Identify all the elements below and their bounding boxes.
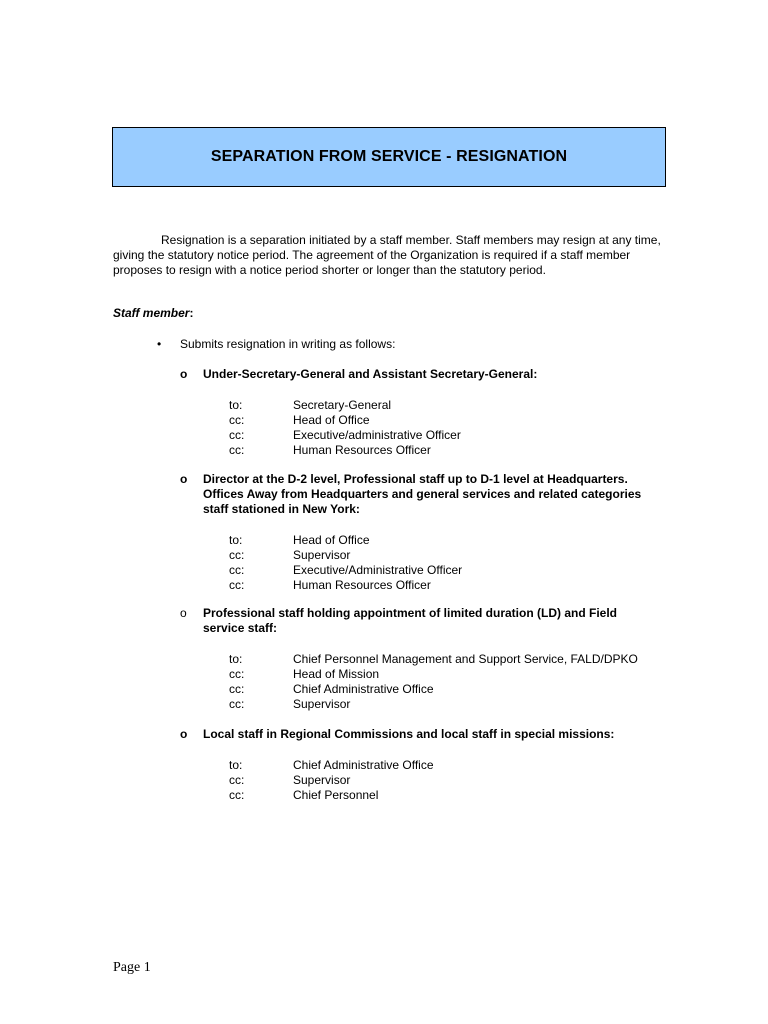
intro-paragraph — [113, 233, 661, 278]
recipient-list — [229, 758, 660, 803]
page-number: Page 1 — [113, 960, 151, 975]
recipient-row: cc: Head of Mission — [229, 667, 380, 681]
document-title: SEPARATION FROM SERVICE - RESIGNATION — [210, 148, 568, 165]
recipient-row: cc: Supervisor — [229, 773, 351, 787]
section-heading: o Under-Secretary-General and Assistant Secretary-General: — [180, 367, 538, 381]
section-usg-asg — [180, 367, 660, 458]
recipient-row: to: Chief Personnel Management and Support Service, FALD/DPKO — [229, 652, 638, 666]
recipient-row: cc: Executive/Administrative Officer — [229, 563, 463, 577]
recipient-row: cc: Human Resources Officer — [229, 443, 431, 457]
recipient-row: cc: Chief Administrative Office — [229, 682, 434, 696]
section-director-d2 — [180, 472, 660, 593]
recipient-list — [229, 398, 660, 458]
list-marker: o — [180, 606, 187, 620]
recipient-row: to: Head of Office — [229, 533, 370, 547]
recipient-row: cc: Supervisor — [229, 548, 351, 562]
list-marker: o — [180, 367, 188, 381]
section-heading: o Local staff in Regional Commissions and local staff in special missions: — [180, 727, 615, 741]
list-marker: o — [180, 727, 188, 741]
intro-text: Resignation is a separation initiated by a staff member. Staff members may resign at any time, giving the statutory notice period. The agreement of the Organization is required if a staff member proposes to resign with a notice period shorter or longer than the statutory period. — [113, 233, 661, 277]
section-heading: o Professional staff holding appointment of limited duration (LD) and Field service staff: — [180, 606, 617, 635]
section-limited-duration — [180, 606, 660, 712]
recipient-row: cc: Executive/administrative Officer — [229, 428, 461, 442]
recipient-row: cc: Chief Personnel — [229, 788, 379, 802]
recipient-row: cc: Human Resources Officer — [229, 578, 431, 592]
staff-member-label: Staff member: — [113, 306, 194, 320]
recipient-row: cc: Head of Office — [229, 413, 370, 427]
recipient-row: to: Chief Administrative Office — [229, 758, 434, 772]
recipient-row: to: Secretary-General — [229, 398, 392, 412]
recipient-row: cc: Supervisor — [229, 697, 351, 711]
title-box — [112, 127, 666, 187]
bullet-text: Submits resignation in writing as follows: — [180, 337, 396, 351]
recipient-list — [229, 533, 660, 593]
section-local-staff — [180, 727, 660, 803]
list-marker: o — [180, 472, 188, 486]
recipient-list — [229, 652, 660, 712]
bullet-item — [157, 337, 395, 351]
section-heading: o Director at the D-2 level, Professional staff up to D-1 level at Headquarters. Offices Away from Headquarters and general services and related categories staff stationed in New York: — [180, 472, 642, 516]
bullet-marker: • — [157, 337, 162, 351]
